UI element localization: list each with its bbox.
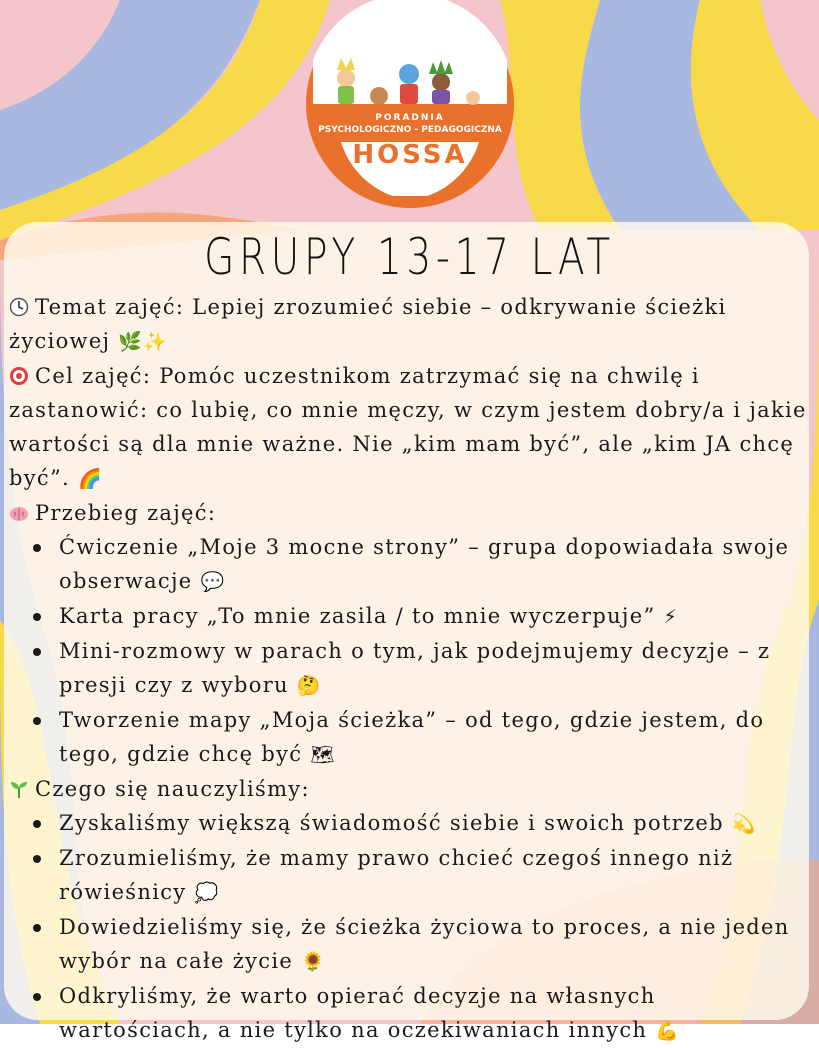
course-heading-text: Przebieg zajęć: [35,501,217,525]
list-item-text: Ćwiczenie „Moje 3 mocne strony” – grupa dopowiadała swoje obserwacje [59,535,790,593]
topic-emoji: 🌿✨ [118,331,169,353]
list-item-text: Tworzenie mapy „Moja ścieżka” – od tego, gdzie jestem, do tego, gdzie chcę być [59,708,765,766]
list-item [59,841,809,910]
list-item-text: Karta pracy „To mnie zasila / to mnie wyczerpuje” [59,604,656,628]
thought-bubble-icon: 💭 [194,882,220,904]
seedling-icon [9,779,29,799]
list-item-text: Dowiedzieliśmy się, że ścieżka życiowa to proces, a nie jeden wybór na całe życie [59,915,790,973]
sunflower-icon: 🌻 [301,951,327,973]
clock-icon [9,297,29,317]
course-list [9,530,809,772]
logo-line1: PORADNIA [375,113,445,123]
goal-paragraph [9,359,809,496]
list-item [59,703,809,772]
list-item-text: Zrozumieliśmy, że mamy prawo chcieć czegoś innego niż rówieśnicy [59,846,734,904]
course-heading [9,496,809,530]
lightning-icon: ⚡ [663,606,679,628]
list-item [59,530,809,599]
learned-heading-text: Czego się nauczyliśmy: [35,777,310,801]
map-icon: 🗺 [310,744,336,766]
topic-text: Temat zajęć: Lepiej zrozumieć siebie – odkrywanie ścieżki życiowej [9,295,727,353]
topic-paragraph [9,290,809,359]
list-item-text: Odkryliśmy, że warto opierać decyzje na własnych wartościach, a nie tylko na oczekiwaniach innych [59,984,656,1042]
goal-emoji: 🌈 [77,468,103,490]
thinking-face-icon: 🤔 [296,675,322,697]
brain-icon [9,503,29,523]
learned-heading [9,772,809,806]
logo-name: HOSSA [352,140,468,170]
logo-line2: PSYCHOLOGICZNO - PEDAGOGICZNA [318,125,502,135]
speech-bubble-icon: 💬 [200,571,226,593]
list-item [59,599,809,634]
dizzy-star-icon: 💫 [731,813,757,835]
hossa-logo [301,0,519,212]
page-title: GRUPY 13-17 LAT [204,228,615,286]
flexed-biceps-icon: 💪 [655,1020,681,1042]
goal-text: Cel zajęć: Pomóc uczestnikom zatrzymać się na chwilę i zastanowić: co lubię, co mnie męczy, w czym jestem dobry/a i jakie wartości są dla mnie ważne. Nie „kim mam być”, ale „kim JA chcę być”. [9,364,807,490]
list-item [59,806,809,841]
list-item [59,910,809,979]
learned-list [9,806,809,1048]
list-item-text: Mini-rozmowy w parach o tym, jak podejmujemy decyzje – z presji czy z wyboru [59,639,771,697]
content [9,290,809,1048]
list-item [59,634,809,703]
target-icon [9,366,29,386]
list-item [59,979,809,1048]
list-item-text: Zyskaliśmy większą świadomość siebie i swoich potrzeb [59,811,724,835]
